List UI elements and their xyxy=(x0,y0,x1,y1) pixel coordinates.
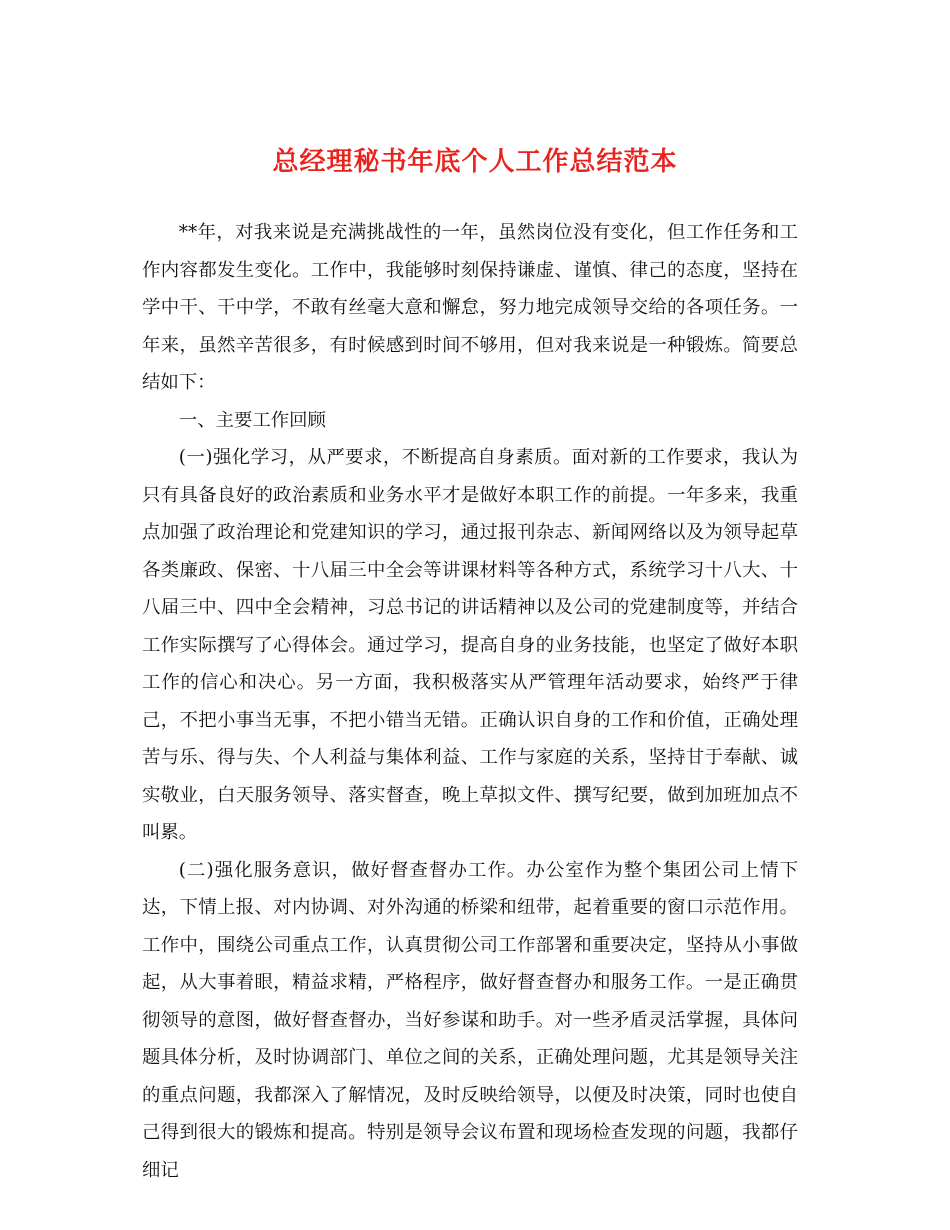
section-heading: 一、主要工作回顾 xyxy=(178,409,326,431)
paragraph-service: (二)强化服务意识，做好督查督办工作。办公室作为整个集团公司上情下达，下情上报、对内协调、对外沟通的桥梁和纽带，起着重要的窗口示范作用。工作中，围绕公司重点工作，认真贯彻公司工作部署和重要决定，坚持从小事做起，从大事着眼，精益求精，严格程序，做好督查督办和服务工作。一是正确贯彻领导的意图，做好督查督办，当好参谋和助手。对一些矛盾灵活掌握，具体问题具体分析，及时协调部门、单位之间的关系，正确处理问题，尤其是领导关注的重点问题，我都深入了解情况，及时反映给领导，以便及时决策，同时也使自己得到很大的锻炼和提高。特别是领导会议布置和现场检查发现的问题，我都仔细记 xyxy=(142,859,798,1181)
document-title: 总经理秘书年底个人工作总结范本 xyxy=(272,147,678,177)
document-body xyxy=(142,214,798,1189)
paragraph-intro: **年，对我来说是充满挑战性的一年，虽然岗位没有变化，但工作任务和工作内容都发生变化。工作中，我能够时刻保持谦虚、谨慎、律己的态度，坚持在学中干、干中学，不敢有丝毫大意和懈怠，努力地完成领导交给的各项任务。一年来，虽然辛苦很多，有时候感到时间不够用，但对我来说是一种锻炼。简要总结如下： xyxy=(142,222,798,393)
paragraph-study: (一)强化学习，从严要求，不断提高自身素质。面对新的工作要求，我认为只有具备良好的政治素质和业务水平才是做好本职工作的前提。一年多来，我重点加强了政治理论和党建知识的学习，通过报刊杂志、新闻网络以及为领导起草各类廉政、保密、十八届三中全会等讲课材料等各种方式，系统学习十八大、十八届三中、四中全会精神，习总书记的讲话精神以及公司的党建制度等，并结合工作实际撰写了心得体会。通过学习，提高自身的业务技能，也坚定了做好本职工作的信心和决心。另一方面，我积极落实从严管理年活动要求，始终严于律己，不把小事当无事，不把小错当无错。正确认识自身的工作和价值，正确处理苦与乐、得与失、个人利益与集体利益、工作与家庭的关系，坚持甘于奉献、诚实敬业，白天服务领导、落实督查，晚上草拟文件、撰写纪要，做到加班加点不叫累。 xyxy=(142,447,798,843)
